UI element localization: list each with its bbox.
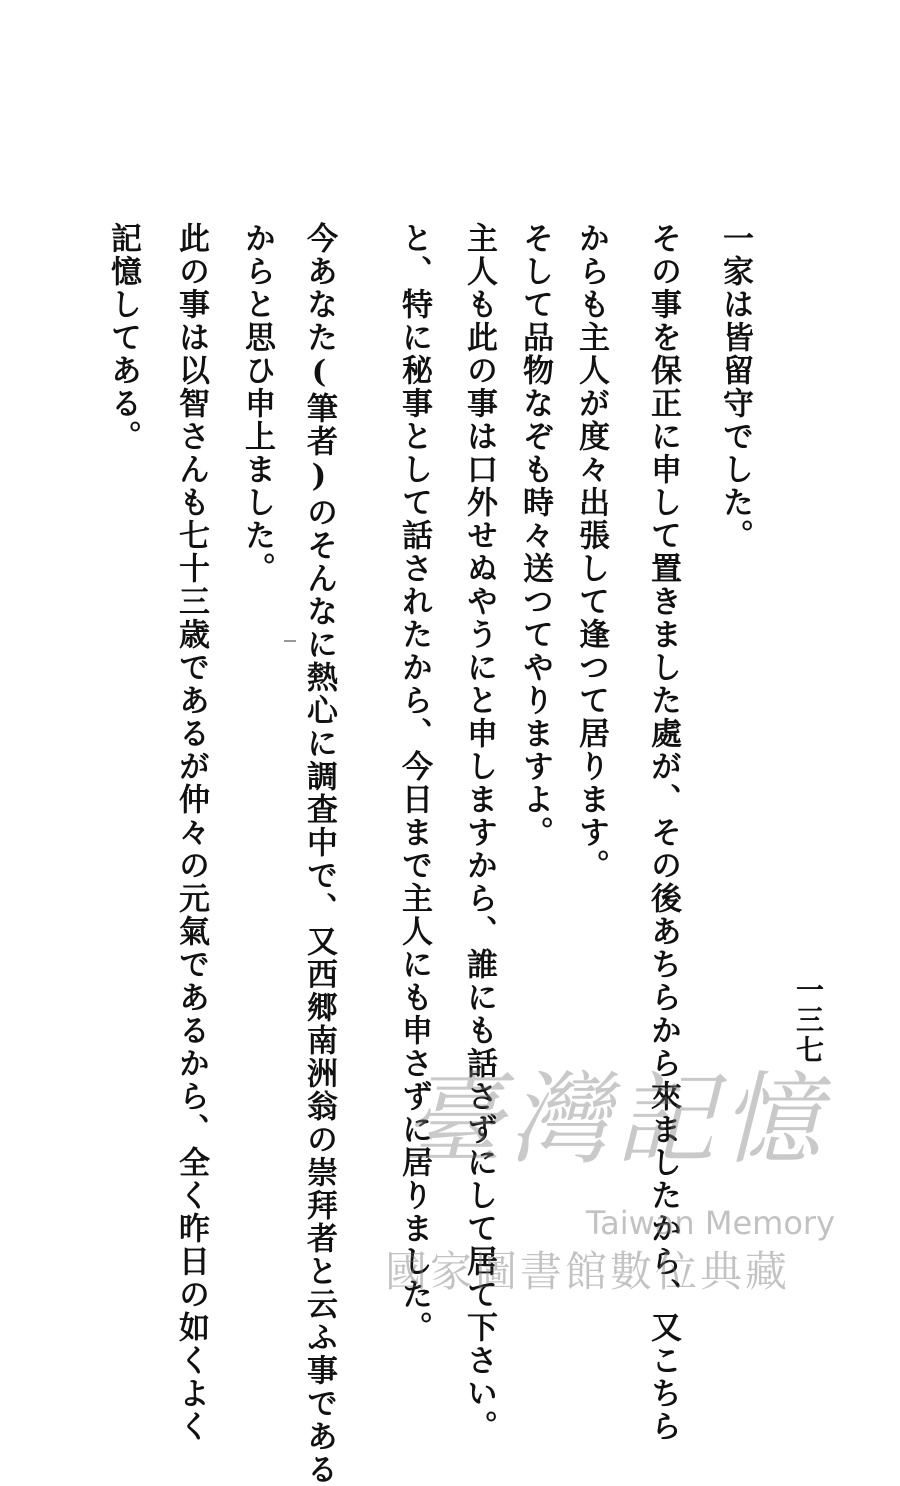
text-line-10: 記憶してある。 — [105, 222, 141, 453]
text-line-3: からも主人が度々出張して逢つて居ります。 — [573, 222, 609, 882]
text-line-2: その事を保正に申して置きました處が、その後あちらから來ましたから、又こちら — [645, 222, 681, 1443]
text-line-4: そして品物なぞも時々送つてやりますよ。 — [517, 222, 553, 849]
text-line-6: と、特に秘事として話されたから、今日まで主人にも申さずに居りました。 — [396, 222, 432, 1344]
watermark — [385, 1061, 855, 1310]
page-number: 一三七 — [792, 975, 825, 1065]
text-line-5: 主人も此の事は口外せぬやうにと申しますから、誰にも話さずにして居て下さい。 — [461, 222, 497, 1443]
text-line-1: 一家は皆留守でした。 — [717, 222, 753, 552]
text-line-8: からと思ひ申上ました。 — [239, 222, 275, 585]
print-speck — [284, 640, 296, 642]
text-line-7: 今あなた(筆者)のそんなに熱心に調査中で、又西郷南洲翁の崇拜者と云ふ事である — [301, 222, 337, 1486]
watermark-logo-text: 臺灣記憶 — [403, 1061, 827, 1178]
watermark-institution: 國家圖書館數位典藏 — [385, 1247, 791, 1296]
watermark-english: Taiwan Memory — [585, 1204, 835, 1242]
text-line-9: 此の事は以智さんも七十三歳であるが仲々の元氣であるから、全く昨日の如くよく — [173, 222, 209, 1443]
